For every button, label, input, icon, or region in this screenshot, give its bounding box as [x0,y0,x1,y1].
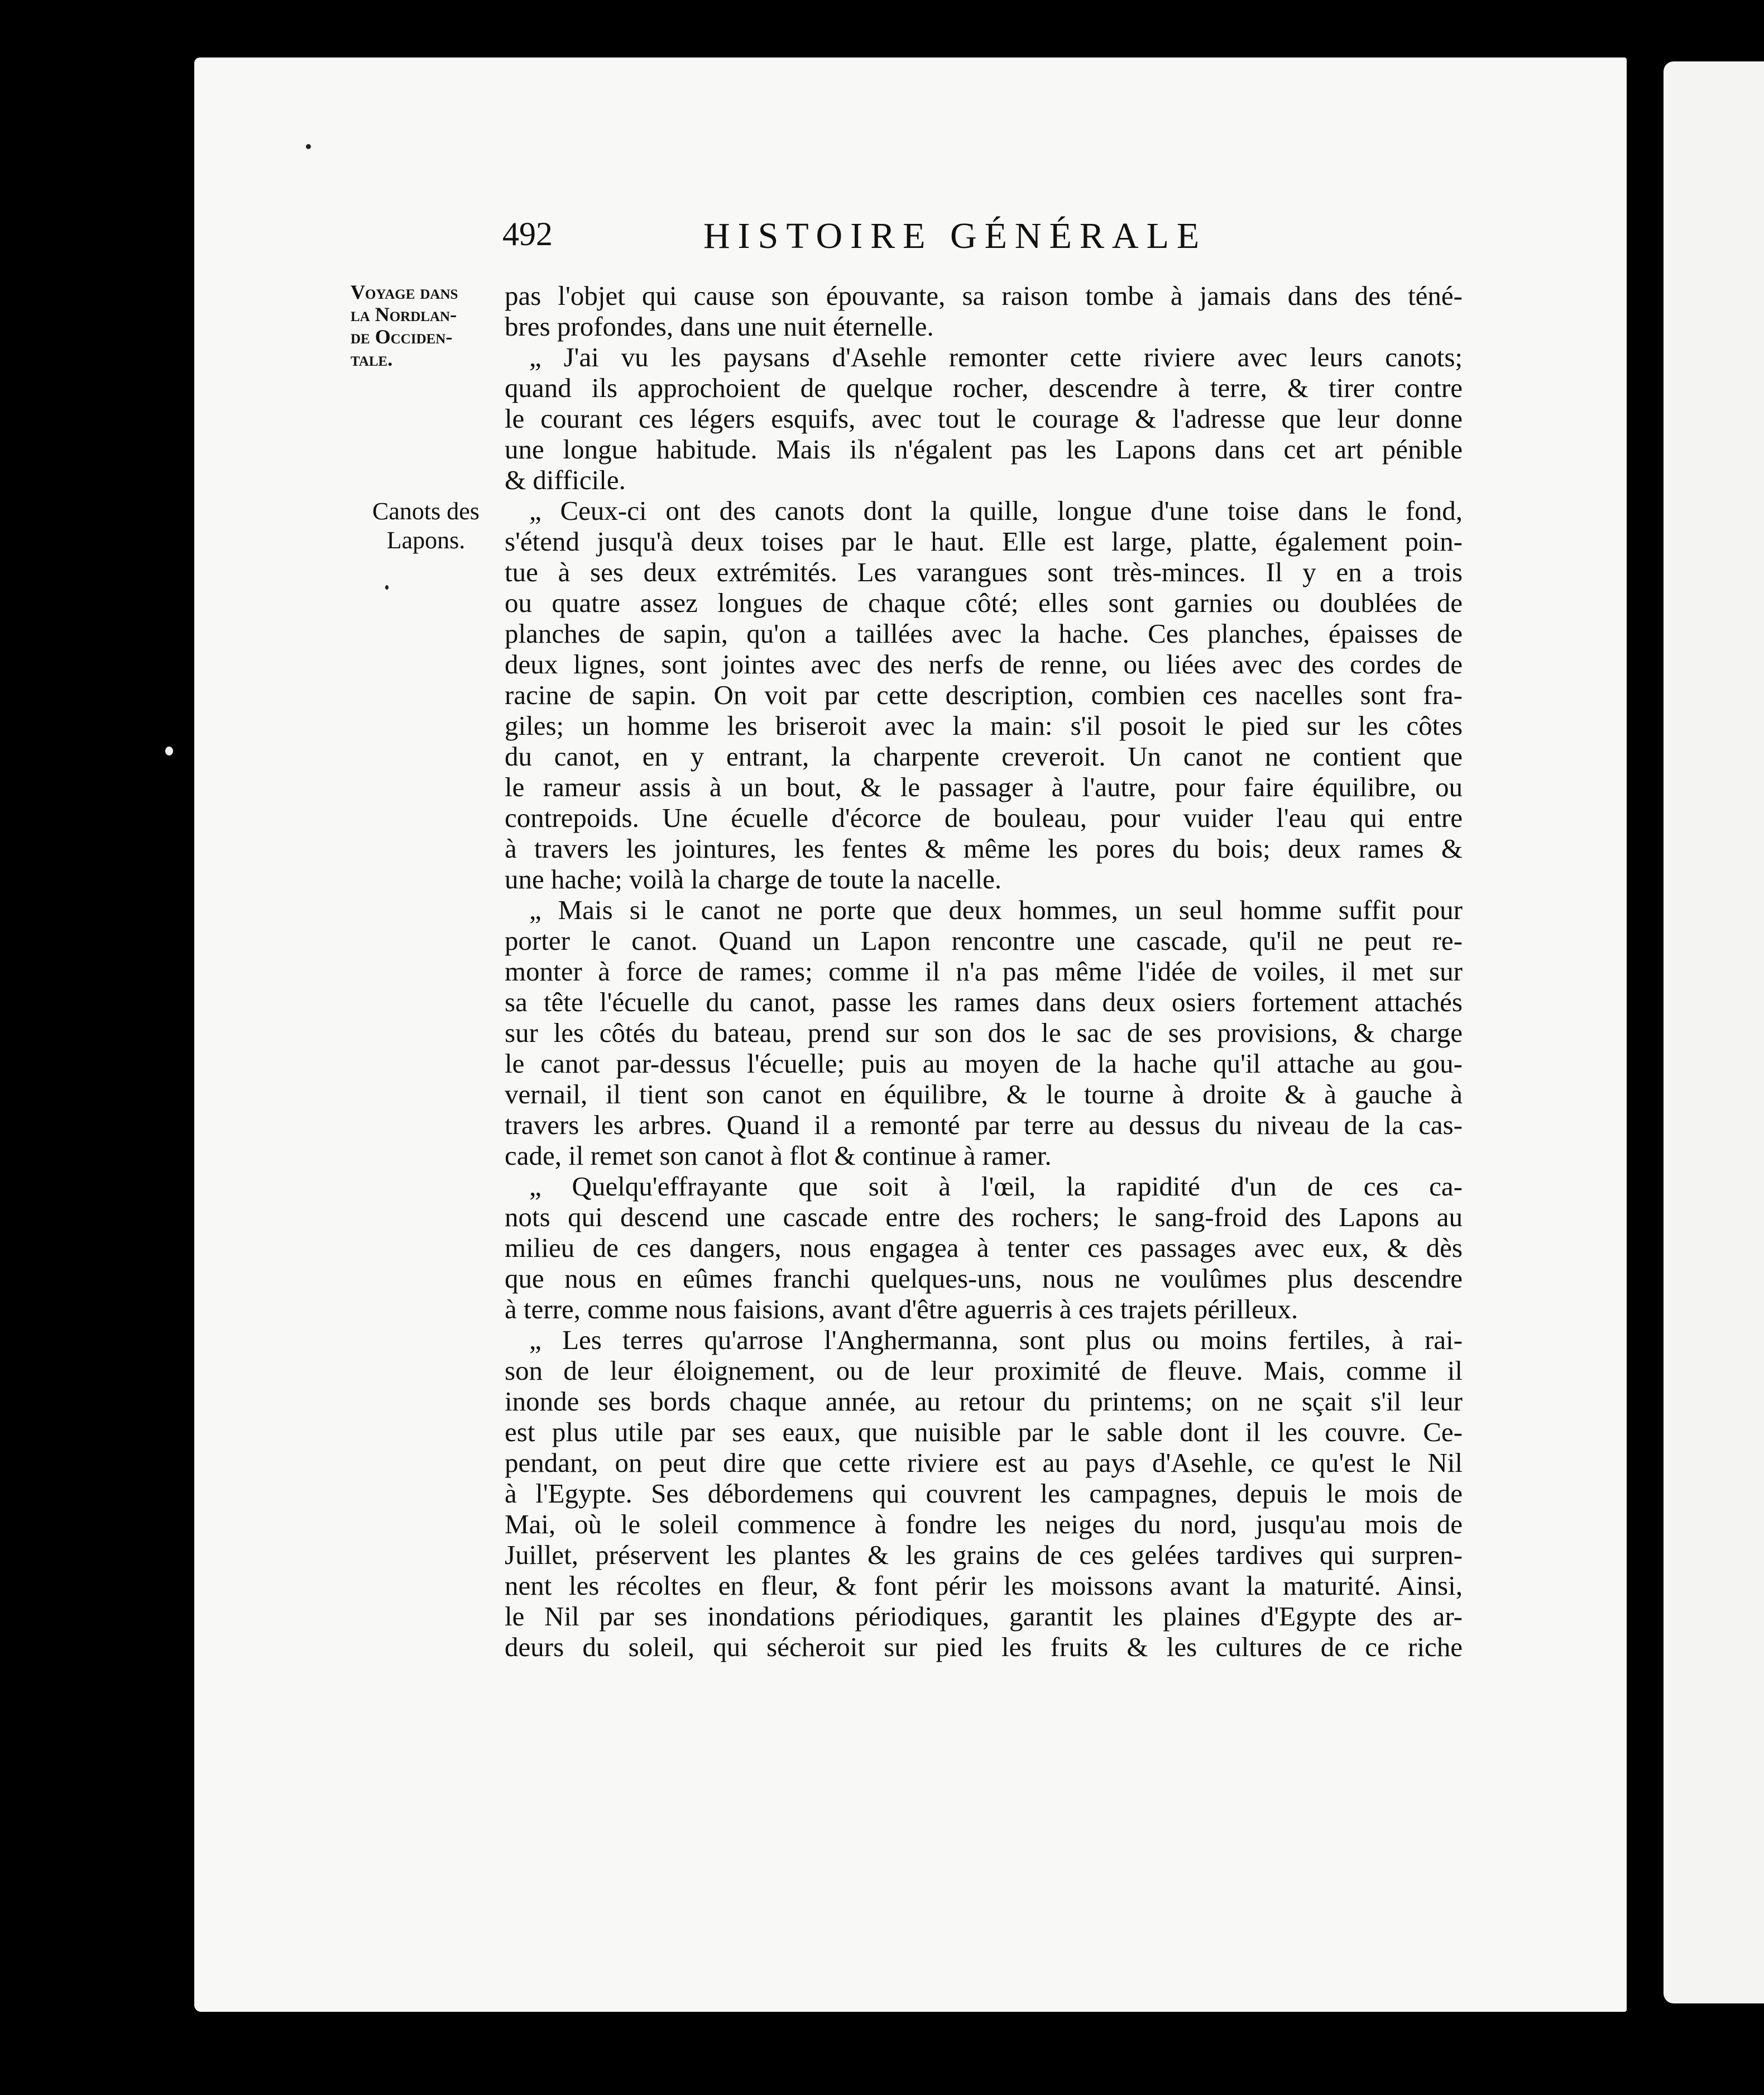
margin-note-line: de Occiden- [351,326,453,348]
text-line: milieu de ces dangers, nous engagea à tenter ces passages avec eux, & dès [505,1232,1463,1263]
running-title: HISTOIRE GÉNÉRALE [703,216,1207,256]
margin-note-line: Voyage dans [351,281,458,303]
text-line: pas l'objet qui cause son épouvante, sa raison tombe à jamais dans des téné- [505,280,1463,311]
margin-note-line: la Nordlan- [351,303,457,326]
text-line: deurs du soleil, qui sécheroit sur pied les fruits & les cultures de ce riche [505,1632,1463,1662]
page-header [502,215,1463,265]
text-line: inonde ses bords chaque année, au retour du printems; on ne sçait s'il leur [505,1386,1463,1417]
text-line: une longue habitude. Mais ils n'égalent pas les Lapons dans cet art pénible [505,434,1463,465]
text-line: est plus utile par ses eaux, que nuisible par le sable dont il les couvre. Ce- [505,1417,1463,1447]
text-line: planches de sapin, qu'on a taillées avec la hache. Ces planches, épaisses de [505,618,1463,649]
text-line: à l'Egypte. Ses débordemens qui couvrent les campagnes, depuis le mois de [505,1478,1463,1509]
scan-speck [306,144,311,149]
text-line: s'étend jusqu'à deux toises par le haut. Elle est large, platte, également poin- [505,526,1463,557]
text-line: „ J'ai vu les paysans d'Asehle remonter cette riviere avec leurs canots; [529,342,1463,372]
text-line: racine de sapin. On voit par cette description, combien ces nacelles sont fra- [505,680,1463,710]
text-line: à travers les jointures, les fentes & même les pores du bois; deux rames & [505,833,1463,864]
margin-note-line: tale. [351,348,393,370]
text-line: que nous en eûmes franchi quelques-uns, nous ne voulûmes plus descendre [505,1263,1463,1294]
text-line: le canot par-dessus l'écuelle; puis au moyen de la hache qu'il attache au gou- [505,1048,1463,1079]
text-line: le rameur assis à un bout, & le passager à l'autre, pour faire équilibre, ou [505,772,1463,802]
text-line: monter à force de rames; comme il n'a pas même l'idée de voiles, il met sur [505,956,1463,987]
body-text [505,280,1463,1662]
text-line: nots qui descend une cascade entre des rochers; le sang-froid des Lapons au [505,1202,1463,1232]
text-line: le Nil par ses inondations périodiques, garantit les plaines d'Egypte des ar- [505,1601,1463,1632]
margin-note-line: Canots des [372,498,480,525]
scan-speck [385,585,389,590]
text-line: ou quatre assez longues de chaque côté; elles sont garnies ou doublées de [505,587,1463,618]
text-line: cade, il remet son canot à flot & continue à ramer. [505,1140,1052,1171]
text-line: le courant ces légers esquifs, avec tout le courage & l'adresse que leur donne [505,403,1463,434]
text-line: pendant, on peut dire que cette riviere est au pays d'Asehle, ce qu'est le Nil [505,1447,1463,1478]
scan-speck [165,747,173,755]
text-line: sur les côtés du bateau, prend sur son dos le sac de ses provisions, & charge [505,1017,1463,1048]
text-line: & difficile. [505,465,626,495]
text-line: travers les arbres. Quand il a remonté par terre au dessus du niveau de la cas- [505,1109,1463,1140]
text-line: nent les récoltes en fleur, & font périr les moissons avant la maturité. Ainsi, [505,1570,1463,1601]
text-line: tue à ses deux extrémités. Les varangues sont très-minces. Il y en a trois [505,557,1463,587]
text-line: son de leur éloignement, ou de leur proximité de fleuve. Mais, comme il [505,1355,1463,1386]
text-line: du canot, en y entrant, la charpente creveroit. Un canot ne contient que [505,741,1463,772]
text-line: „ Ceux-ci ont des canots dont la quille, longue d'une toise dans le fond, [529,495,1463,526]
text-line: „ Mais si le canot ne porte que deux hommes, un seul homme suffit pour [529,895,1463,925]
text-line: „ Quelqu'effrayante que soit à l'œil, la rapidité d'un de ces ca- [529,1171,1463,1202]
text-line: Juillet, préservent les plantes & les grains de ces gelées tardives qui surpren- [505,1539,1463,1570]
text-line: deux lignes, sont jointes avec des nerfs de renne, ou liées avec des cordes de [505,649,1463,680]
margin-note-voyage [351,281,501,370]
adjacent-page-edge [1664,61,1764,2003]
text-line: quand ils approchoient de quelque rocher, descendre à terre, & tirer contre [505,372,1463,403]
text-line: Mai, où le soleil commence à fondre les neiges du nord, jusqu'au mois de [505,1509,1463,1539]
text-line: à terre, comme nous faisions, avant d'être aguerris à ces trajets périlleux. [505,1294,1298,1324]
text-line: sa tête l'écuelle du canot, passe les rames dans deux osiers fortement attachés [505,987,1463,1017]
text-line: une hache; voilà la charge de toute la nacelle. [505,864,1002,895]
text-line: „ Les terres qu'arrose l'Anghermanna, sont plus ou moins fertiles, à rai- [529,1324,1463,1355]
page-number: 492 [502,216,553,252]
text-line: porter le canot. Quand un Lapon rencontre une cascade, qu'il ne peut re- [505,925,1463,956]
text-line: giles; un homme les briseroit avec la main: s'il posoit le pied sur les côtes [505,710,1463,741]
text-line: vernail, il tient son canot en équilibre, & le tourne à droite & à gauche à [505,1079,1463,1109]
text-line: bres profondes, dans une nuit éternelle. [505,311,934,342]
margin-note-line: Lapons. [386,527,466,554]
text-line: contrepoids. Une écuelle d'écorce de bouleau, pour vuider l'eau qui entre [505,802,1463,833]
margin-note-canots [351,497,501,555]
